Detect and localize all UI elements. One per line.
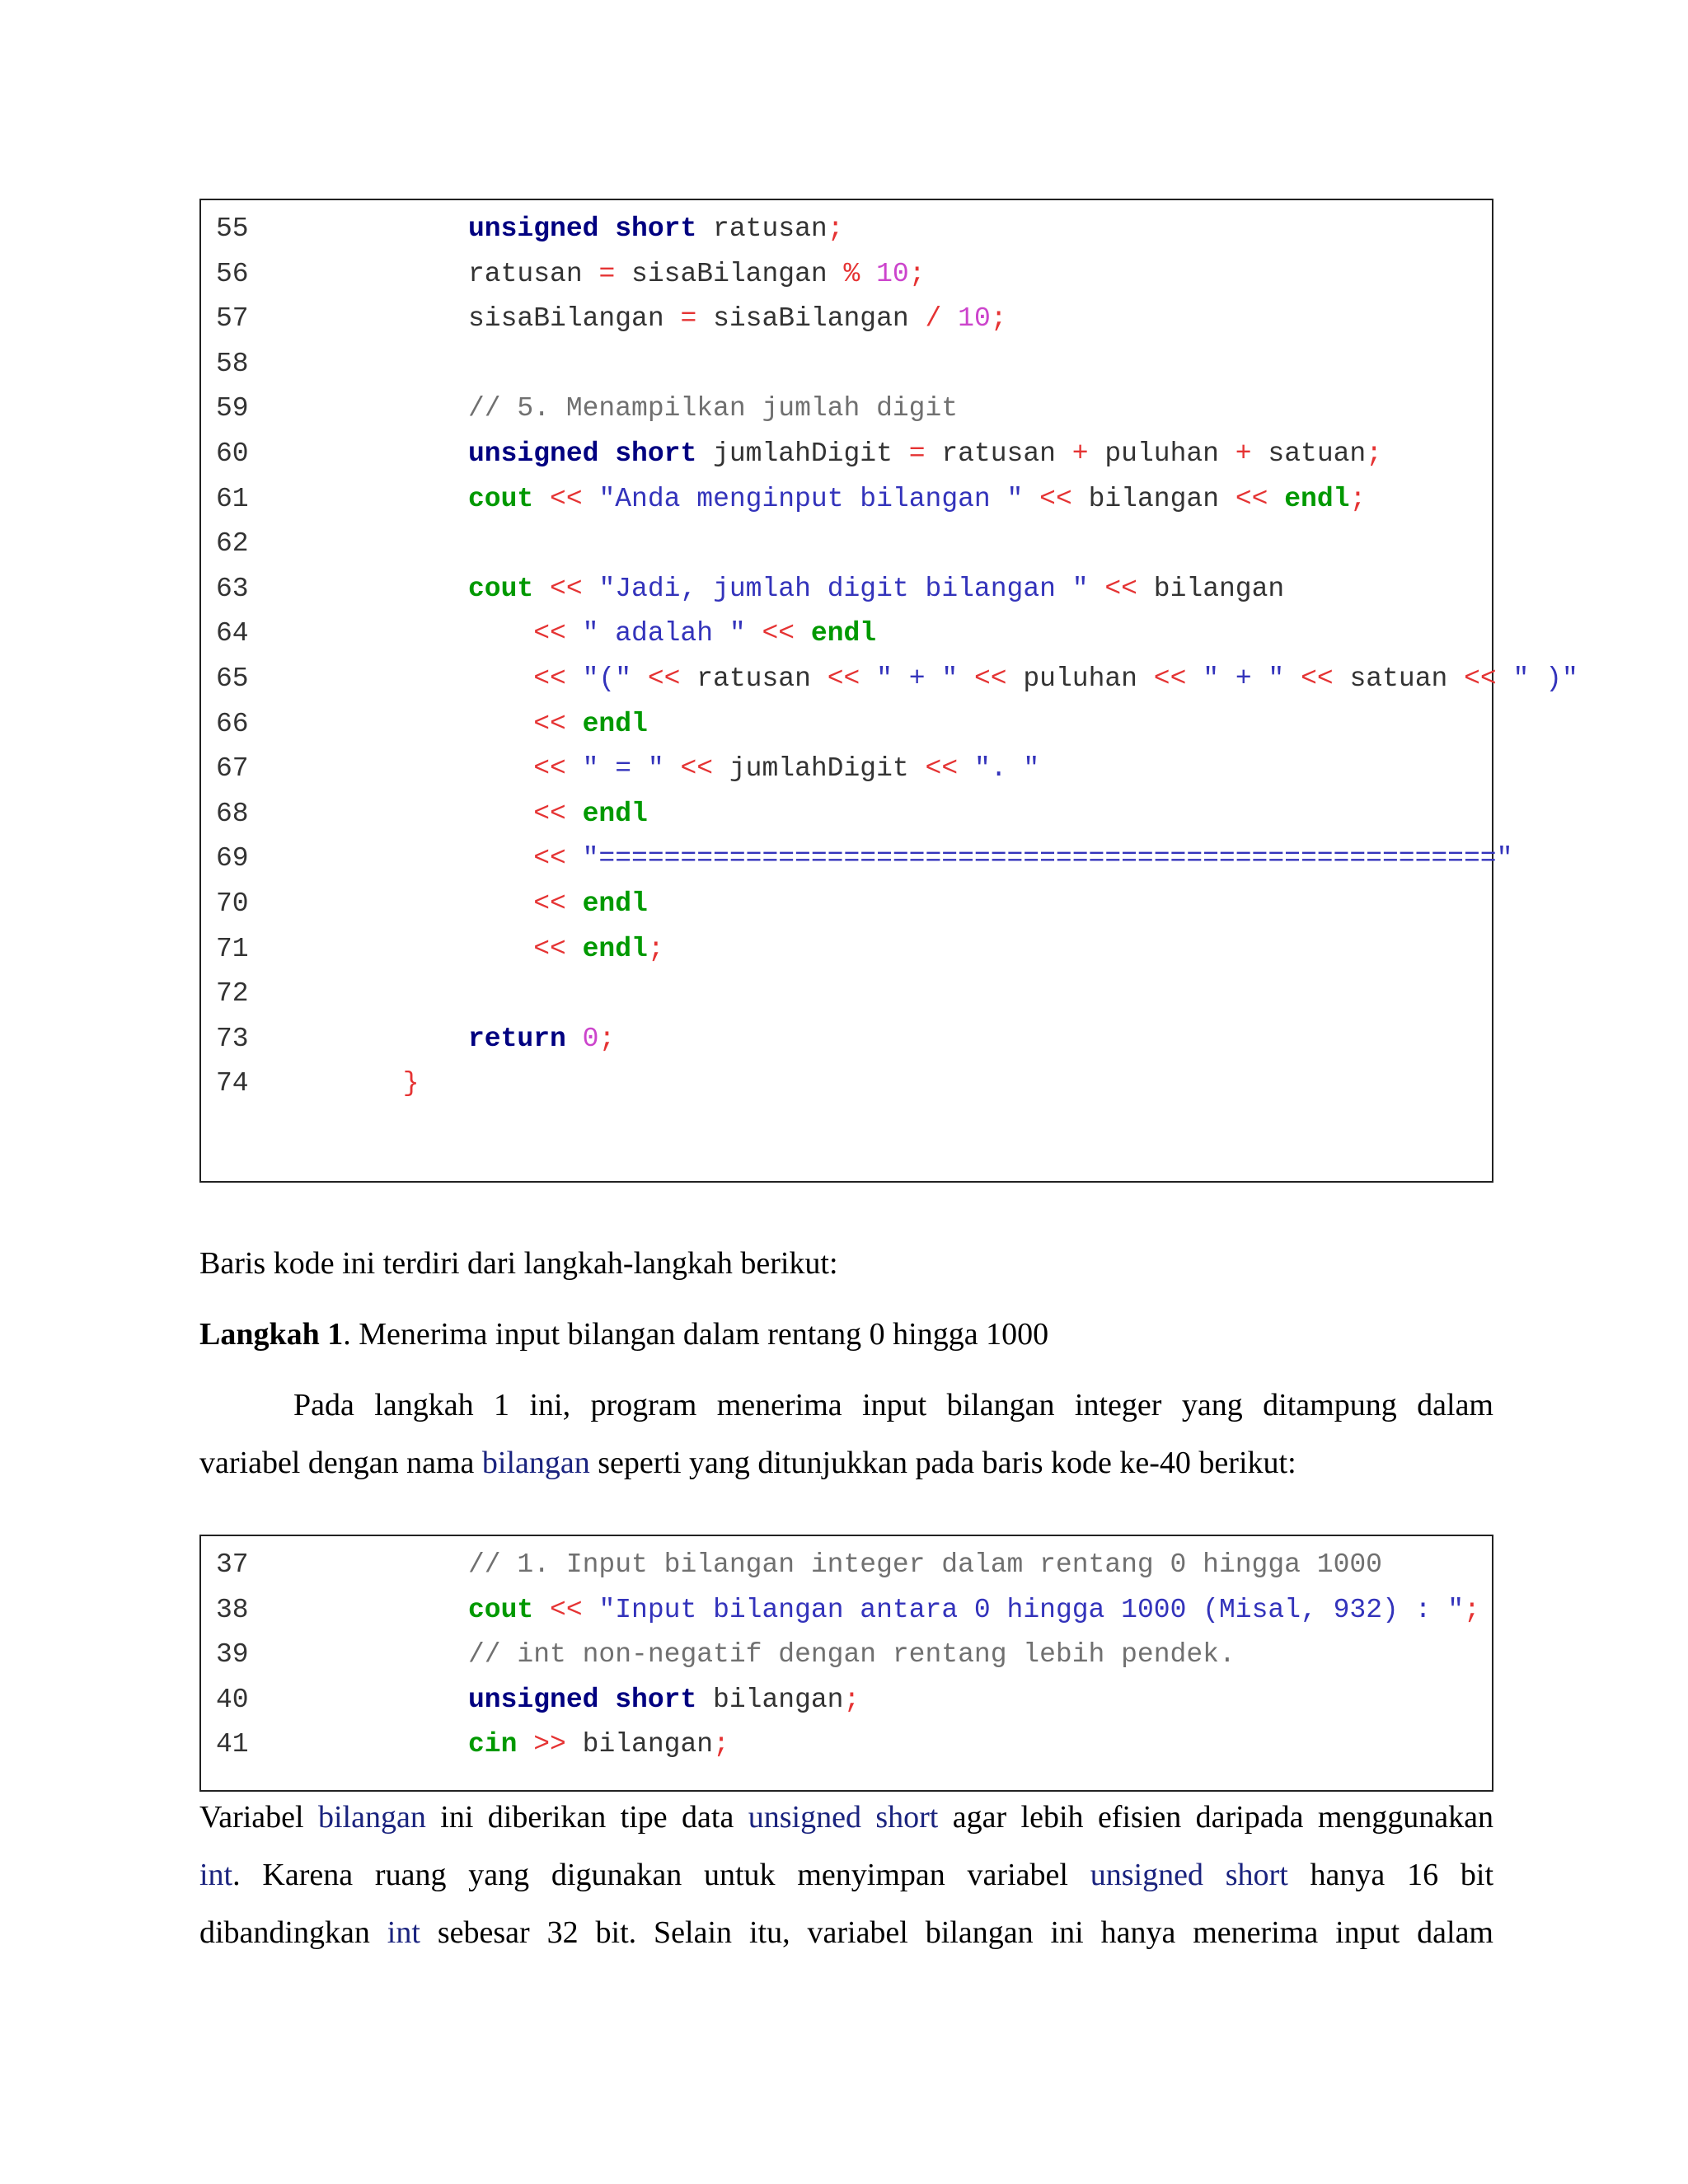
- paragraph-2-line-3: [199, 1913, 1493, 1952]
- code-token: <<: [533, 933, 566, 964]
- line-number: 63: [216, 573, 249, 604]
- code-token: [566, 753, 583, 784]
- text-run: sebesar 32 bit. Selain itu, variabel bilangan ini hanya menerima input dalam: [420, 1915, 1493, 1950]
- inline-code-bilangan: bilangan: [481, 1446, 590, 1480]
- code-token: [566, 618, 583, 649]
- code-text: [533, 746, 1039, 791]
- paragraph-1-line-1: Pada langkah 1 ini, program menerima input bilangan integer yang ditampung dalam: [293, 1388, 1493, 1422]
- code-text: [468, 1587, 1480, 1633]
- code-text: [533, 836, 1512, 881]
- code-token: endl: [582, 933, 648, 964]
- code-text: [468, 1542, 1382, 1587]
- code-token: <<: [550, 1594, 583, 1625]
- line-number: 70: [216, 888, 249, 919]
- line-number: 39: [216, 1639, 249, 1671]
- code-token: <<: [1301, 663, 1334, 694]
- code-line: [201, 746, 1492, 791]
- line-number: 71: [216, 933, 249, 964]
- code-token: ;: [908, 258, 926, 289]
- code-token: [566, 843, 583, 874]
- code-token: puluhan: [1006, 663, 1154, 694]
- code-token: 10: [876, 258, 909, 289]
- code-token: /: [925, 303, 942, 335]
- text-run: agar lebih efisien daripada menggunakan: [938, 1800, 1493, 1835]
- code-token: endl: [1284, 483, 1350, 514]
- text-run: . Karena ruang yang digunakan untuk menyimpan variabel: [232, 1858, 1090, 1892]
- line-number: 74: [216, 1068, 249, 1099]
- code-token: <<: [533, 618, 566, 649]
- code-token: [958, 663, 974, 694]
- code-line: [201, 926, 1492, 972]
- code-token: bilangan: [1137, 573, 1285, 604]
- code-token: <<: [1235, 483, 1268, 514]
- code-line: [201, 1061, 1492, 1106]
- code-token: // 1. Input bilangan integer dalam rentang 0 hingga 1000: [468, 1549, 1382, 1580]
- code-token: 0: [582, 1023, 599, 1054]
- code-token: <<: [533, 798, 566, 829]
- code-text: [468, 1632, 1236, 1677]
- code-line: [201, 1722, 1492, 1767]
- code-line: [201, 431, 1492, 476]
- code-token: <<: [533, 843, 566, 874]
- paragraph-2-line-1: [199, 1797, 1493, 1837]
- code-token: [583, 574, 599, 604]
- code-token: sisaBilangan: [696, 303, 926, 335]
- intro-text: Baris kode ini terdiri dari langkah-langkah berikut:: [199, 1246, 838, 1281]
- code-token: [631, 663, 648, 694]
- text-run: variabel dengan nama: [199, 1446, 482, 1480]
- code-token: [566, 888, 583, 919]
- code-token: <<: [973, 663, 1007, 694]
- inline-code-bilangan: bilangan: [318, 1800, 426, 1835]
- code-token: =: [598, 258, 616, 289]
- code-token: >>: [533, 1729, 566, 1760]
- inline-code-unsigned-short: unsigned short: [748, 1800, 939, 1835]
- code-text: [468, 476, 1366, 522]
- line-number: 65: [216, 663, 249, 694]
- text-run: dibandingkan: [199, 1915, 387, 1950]
- code-token: [1284, 663, 1301, 694]
- code-token: endl: [582, 888, 648, 919]
- code-token: ;: [1349, 483, 1367, 514]
- code-token: " = ": [582, 753, 664, 785]
- code-token: ;: [1464, 1594, 1480, 1625]
- code-token: " )": [1512, 663, 1578, 694]
- code-token: <<: [550, 573, 583, 604]
- code-text: [533, 656, 1578, 701]
- code-token: <<: [1153, 663, 1187, 694]
- code-token: <<: [827, 663, 860, 694]
- code-token: [860, 259, 876, 289]
- code-text: [533, 701, 648, 747]
- code-token: +: [1071, 438, 1089, 469]
- code-text: [468, 1016, 615, 1062]
- code-token: [746, 618, 762, 649]
- code-line: [201, 1542, 1492, 1587]
- code-text: [468, 566, 1284, 612]
- code-token: cout: [468, 483, 534, 514]
- inline-code-int: int: [387, 1915, 420, 1950]
- code-line: [201, 836, 1513, 881]
- line-number: 56: [216, 258, 249, 289]
- code-token: cout: [468, 573, 534, 604]
- line-number: 67: [216, 753, 249, 785]
- code-token: ;: [1366, 438, 1383, 469]
- code-token: [566, 799, 583, 829]
- code-token: ;: [713, 1729, 729, 1760]
- code-token: ;: [990, 303, 1007, 335]
- code-token: [795, 618, 811, 649]
- line-number: 59: [216, 393, 249, 424]
- text-run: seperti yang ditunjukkan pada baris kode ke-40 berikut:: [589, 1446, 1296, 1480]
- code-line: [201, 566, 1492, 612]
- code-token: sisaBilangan: [468, 303, 681, 335]
- code-token: <<: [647, 663, 681, 694]
- code-token: endl: [582, 798, 648, 829]
- code-line: [201, 791, 1492, 837]
- code-token: bilangan: [1071, 483, 1236, 514]
- code-token: " adalah ": [582, 618, 746, 649]
- code-token: ratusan: [925, 438, 1072, 469]
- code-token: puluhan: [1088, 438, 1236, 469]
- code-token: [566, 663, 583, 694]
- text-run: hanya 16 bit: [1287, 1858, 1493, 1892]
- code-token: unsigned short: [468, 438, 697, 469]
- code-token: <<: [533, 663, 566, 694]
- code-line: [201, 296, 1492, 341]
- code-token: [566, 1024, 583, 1054]
- line-number: 62: [216, 528, 249, 560]
- code-token: bilangan: [565, 1729, 714, 1760]
- code-token: " + ": [1203, 663, 1285, 694]
- code-token: cin: [468, 1729, 518, 1760]
- code-token: ". ": [973, 753, 1040, 785]
- code-block-1: [199, 199, 1578, 1183]
- line-number: 37: [216, 1549, 249, 1580]
- code-token: endl: [810, 618, 877, 649]
- line-number: 41: [216, 1729, 249, 1760]
- code-token: <<: [1104, 573, 1137, 604]
- code-token: [941, 303, 958, 334]
- code-token: [860, 663, 876, 694]
- line-number: 66: [216, 708, 249, 739]
- line-number: 60: [216, 438, 249, 469]
- code-token: return: [468, 1023, 566, 1054]
- code-token: sisaBilangan: [615, 258, 844, 289]
- code-text: [533, 611, 876, 656]
- line-number: 38: [216, 1594, 249, 1625]
- code-token: }: [402, 1068, 420, 1099]
- code-token: ratusan: [680, 663, 828, 694]
- code-line: [201, 206, 1492, 251]
- code-token: unsigned short: [468, 213, 697, 244]
- code-token: [517, 1729, 533, 1760]
- paragraph-2-line-2: [199, 1855, 1493, 1895]
- inline-code-int: int: [199, 1858, 233, 1892]
- step-1-label: Langkah 1: [199, 1317, 344, 1352]
- code-text: [468, 206, 844, 251]
- code-token: [1497, 663, 1513, 694]
- code-token: endl: [582, 708, 648, 739]
- line-number: 55: [216, 213, 249, 244]
- code-line: [201, 386, 1492, 431]
- code-token: <<: [1039, 483, 1072, 514]
- code-token: // int non-negatif dengan rentang lebih pendek.: [468, 1639, 1236, 1671]
- code-token: "Anda menginput bilangan ": [598, 483, 1024, 514]
- code-text: [468, 386, 958, 431]
- code-token: unsigned short: [468, 1684, 697, 1715]
- code-token: jumlahDigit: [713, 753, 926, 785]
- code-token: "Input bilangan antara 0 hingga 1000 (Misal, 932) : ": [598, 1594, 1465, 1625]
- code-line: [201, 611, 1492, 656]
- code-token: [1089, 574, 1105, 604]
- code-text: [533, 881, 648, 926]
- step-1-title: . Menerima input bilangan dalam rentang 0 hingga 1000: [343, 1317, 1049, 1352]
- code-token: [583, 484, 599, 514]
- line-number: 61: [216, 483, 249, 514]
- line-number: 57: [216, 303, 249, 335]
- code-token: %: [843, 258, 860, 289]
- code-token: ;: [827, 213, 844, 244]
- code-token: [583, 1595, 599, 1625]
- code-text: [403, 1061, 420, 1106]
- code-token: ;: [843, 1684, 860, 1715]
- code-text: [468, 296, 1007, 341]
- code-token: [533, 484, 550, 514]
- code-token: [533, 574, 550, 604]
- code-line: [201, 1016, 1492, 1062]
- line-number: 72: [216, 978, 249, 1010]
- text-run: Variabel: [199, 1800, 318, 1835]
- code-token: "=======================================================": [582, 843, 1513, 874]
- code-token: satuan: [1333, 663, 1465, 694]
- code-text: [468, 1677, 860, 1722]
- line-number: 64: [216, 618, 249, 649]
- code-token: jumlahDigit: [696, 438, 909, 469]
- code-line: [201, 1587, 1492, 1633]
- line-number: 69: [216, 843, 249, 874]
- code-line: [201, 251, 1492, 297]
- code-token: <<: [533, 753, 566, 785]
- line-number: 73: [216, 1023, 249, 1054]
- code-line: [201, 476, 1492, 522]
- code-token: [958, 753, 974, 784]
- code-token: [566, 934, 583, 964]
- inline-code-unsigned-short: unsigned short: [1090, 1858, 1288, 1892]
- code-token: ;: [598, 1023, 616, 1054]
- code-line: [201, 521, 1492, 566]
- code-token: // 5. Menampilkan jumlah digit: [468, 393, 959, 424]
- text-run: ini diberikan tipe data: [425, 1800, 748, 1835]
- code-line: [201, 341, 1492, 387]
- code-text: [533, 926, 663, 972]
- code-token: bilangan: [696, 1684, 844, 1715]
- step-1-heading: [199, 1315, 1493, 1354]
- line-number: 68: [216, 798, 249, 829]
- code-token: <<: [550, 483, 583, 514]
- code-token: cout: [468, 1594, 534, 1625]
- code-text: [468, 1722, 729, 1767]
- code-text: [468, 251, 926, 297]
- code-text: [533, 791, 648, 837]
- code-token: satuan: [1251, 438, 1367, 469]
- code-token: "Jadi, jumlah digit bilangan ": [598, 573, 1089, 604]
- code-token: <<: [1464, 663, 1497, 694]
- line-number: 58: [216, 348, 249, 379]
- code-token: <<: [533, 888, 566, 919]
- code-token: [1268, 484, 1284, 514]
- code-line: [201, 1677, 1492, 1722]
- code-line: [201, 881, 1492, 926]
- code-token: ratusan: [696, 213, 828, 244]
- code-token: <<: [762, 618, 795, 649]
- code-token: [566, 709, 583, 739]
- code-token: [533, 1595, 550, 1625]
- code-token: =: [680, 303, 697, 335]
- paragraph-1-line-2: [199, 1443, 1493, 1483]
- code-text: [468, 431, 1382, 476]
- code-line: [201, 971, 1492, 1016]
- code-token: [1023, 484, 1039, 514]
- code-token: ratusan: [468, 258, 599, 289]
- code-line: [201, 701, 1492, 747]
- code-block-2: [199, 1535, 1493, 1792]
- code-token: " + ": [876, 663, 959, 694]
- code-token: +: [1235, 438, 1252, 469]
- code-token: ;: [647, 933, 664, 964]
- code-token: 10: [958, 303, 991, 335]
- code-token: [664, 753, 681, 784]
- code-token: <<: [680, 753, 714, 785]
- line-number: 40: [216, 1684, 249, 1715]
- code-token: =: [908, 438, 926, 469]
- code-token: "(": [582, 663, 632, 694]
- code-line: [201, 1632, 1492, 1677]
- code-line: [201, 656, 1578, 701]
- code-token: <<: [533, 708, 566, 739]
- code-token: [1186, 663, 1203, 694]
- code-token: <<: [925, 753, 959, 785]
